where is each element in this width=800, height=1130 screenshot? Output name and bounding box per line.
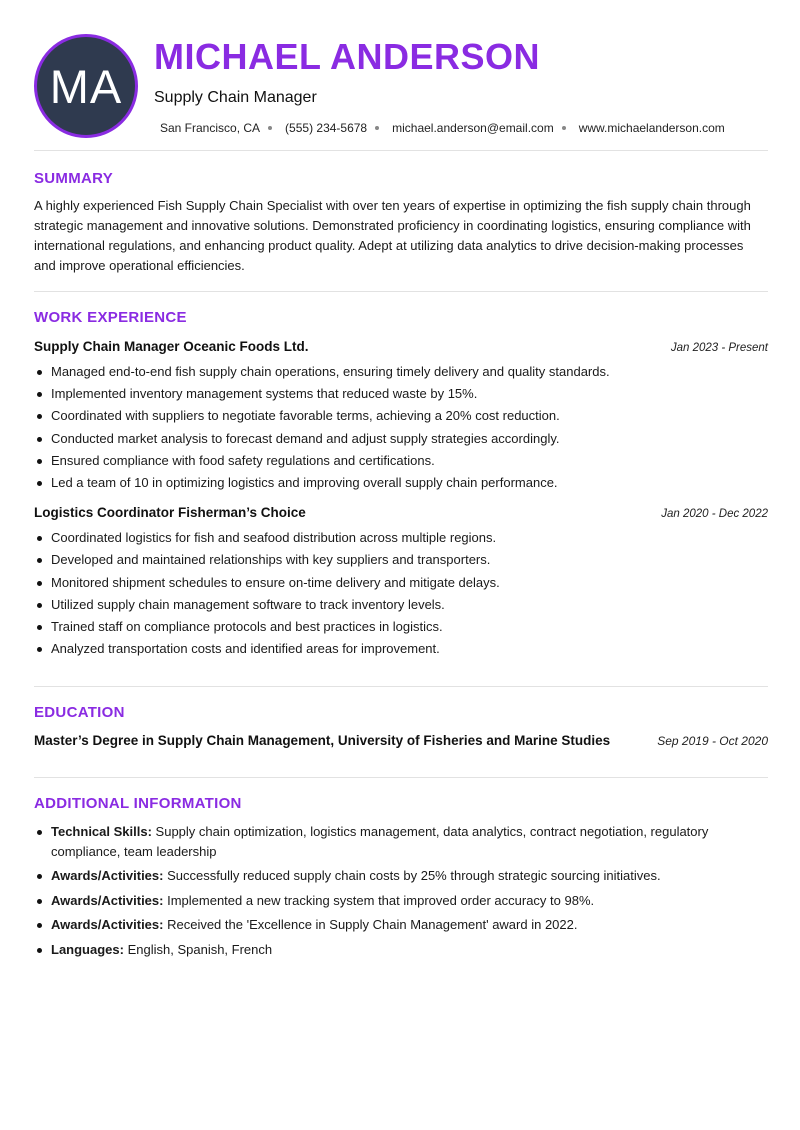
info-text: English, Spanish, French [127, 941, 273, 957]
info-label: Awards/Activities: [51, 892, 164, 908]
list-item: Implemented inventory management systems that reduced waste by 15%. [34, 383, 768, 405]
education-degree: Master’s Degree in Supply Chain Management, University of Fisheries and Marine Studies [34, 733, 611, 748]
summary-section [34, 170, 768, 276]
info-text: Received the 'Excellence in Supply Chain Management' award in 2022. [167, 917, 578, 932]
education-date: Sep 2019 - Oct 2020 [657, 734, 768, 748]
job-header [34, 339, 768, 354]
list-item: Managed end-to-end fish supply chain operations, ensuring timely delivery and quality standards. [34, 361, 768, 383]
candidate-name: MICHAEL ANDERSON [154, 36, 541, 77]
list-item [34, 822, 768, 861]
separator-dot-icon [562, 126, 566, 130]
job-date: Jan 2023 - Present [670, 342, 768, 354]
list-item: Coordinated logistics for fish and seafood distribution across multiple regions. [34, 527, 768, 549]
avatar-initials: MA [49, 59, 123, 113]
job-role: Logistics Coordinator Fisherman’s Choice [34, 505, 306, 521]
education-heading: EDUCATION [34, 704, 125, 721]
list-item [34, 940, 768, 960]
job-bullets [34, 527, 768, 660]
section-divider [34, 777, 768, 778]
summary-heading: SUMMARY [34, 170, 114, 187]
job-header [34, 505, 768, 520]
resume-header [34, 34, 768, 138]
job-entry [34, 339, 768, 494]
job-entry [34, 505, 768, 660]
additional-section [34, 795, 768, 964]
education-entry [34, 733, 768, 748]
contact-website[interactable]: www.michaelanderson.com [578, 121, 725, 135]
list-item [34, 866, 768, 886]
section-divider [34, 150, 768, 151]
info-label: Awards/Activities: [51, 917, 164, 932]
job-date: Jan 2020 - Dec 2022 [661, 508, 768, 521]
list-item: Conducted market analysis to forecast demand and adjust supply strategies accordingly. [34, 428, 768, 450]
section-divider [34, 291, 768, 292]
job-role: Supply Chain Manager Oceanic Foods Ltd. [34, 339, 309, 354]
list-item: Developed and maintained relationships with key suppliers and transporters. [34, 549, 768, 571]
info-label: Technical Skills: [51, 824, 152, 839]
list-item [34, 891, 768, 911]
list-item: Trained staff on compliance protocols and best practices in logistics. [34, 616, 768, 638]
info-text: Implemented a new tracking system that improved order accuracy to 98%. [167, 892, 595, 908]
candidate-title: Supply Chain Manager [154, 89, 317, 106]
info-label: Awards/Activities: [51, 868, 164, 883]
separator-dot-icon [375, 126, 379, 130]
contact-phone: (555) 234-5678 [285, 121, 368, 135]
list-item: Ensured compliance with food safety regulations and certifications. [34, 450, 768, 472]
experience-section [34, 309, 768, 660]
section-divider [34, 686, 768, 687]
contact-location: San Francisco, CA [160, 121, 261, 135]
contact-bar [160, 121, 725, 135]
list-item: Monitored shipment schedules to ensure on-time delivery and mitigate delays. [34, 572, 768, 594]
job-bullets [34, 361, 768, 494]
list-item [34, 915, 768, 935]
contact-email[interactable]: michael.anderson@email.com [392, 121, 554, 135]
info-text: Successfully reduced supply chain costs by 25% through strategic sourcing initiatives. [167, 868, 661, 883]
additional-list [34, 822, 768, 959]
info-label: Languages: [51, 941, 124, 957]
education-section [34, 704, 768, 748]
additional-heading: ADDITIONAL INFORMATION [34, 795, 242, 812]
separator-dot-icon [268, 126, 272, 130]
list-item: Utilized supply chain management software to track inventory levels. [34, 594, 768, 616]
experience-heading: WORK EXPERIENCE [34, 309, 187, 326]
summary-text: A highly experienced Fish Supply Chain Specialist with over ten years of expertise in optimizing the fish supply chain through strategic management and innovative solutions. Demonstrated proficiency in coordinating logistics, ensuring compliance with international regulations, and enhancing product quality. Adept at utilizing data analytics to drive decision-making processes and improve operational efficiencies. [34, 198, 751, 273]
avatar [34, 34, 138, 138]
list-item: Led a team of 10 in optimizing logistics and improving overall supply chain performance. [34, 472, 768, 494]
list-item: Coordinated with suppliers to negotiate favorable terms, achieving a 20% cost reduction. [34, 405, 768, 427]
info-text: Supply chain optimization, logistics management, data analytics, contract negotiation, regulatory compliance, team leadership [51, 824, 709, 859]
list-item: Analyzed transportation costs and identified areas for improvement. [34, 638, 768, 660]
